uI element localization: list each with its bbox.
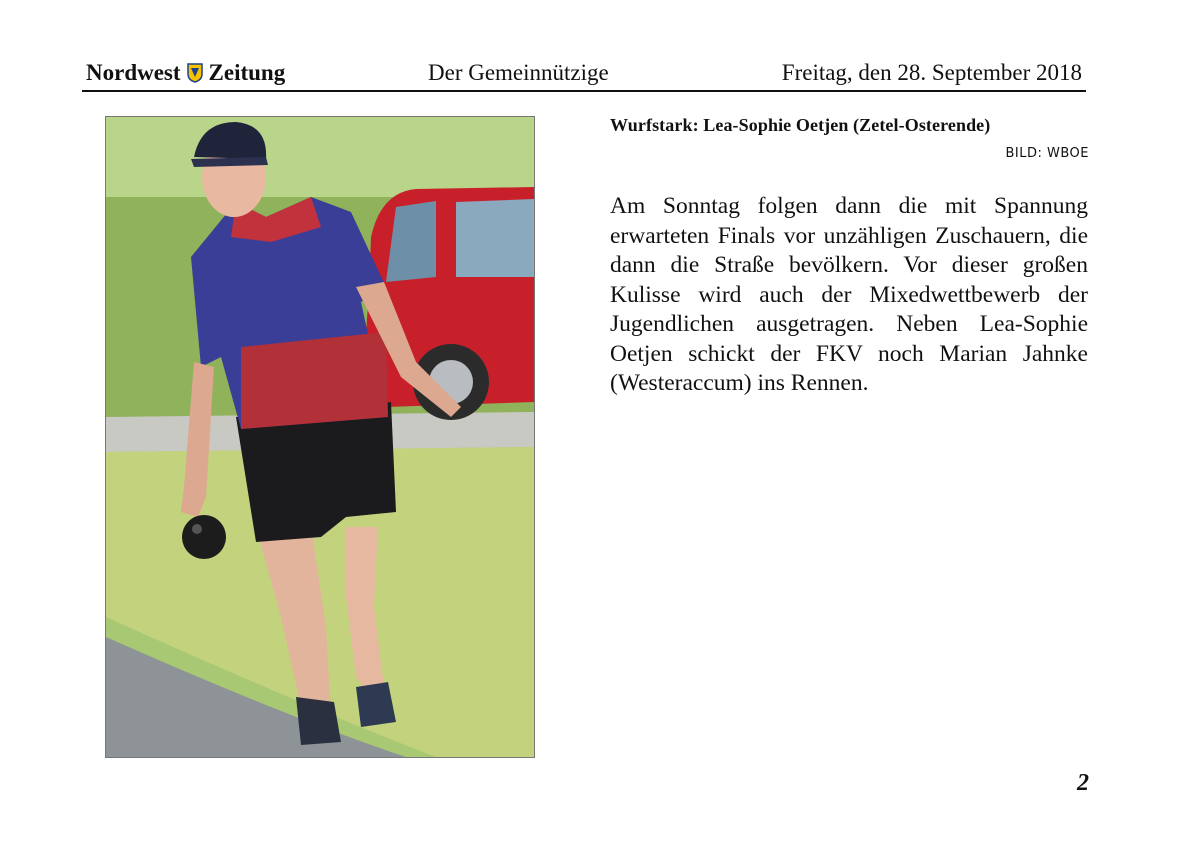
crest-icon xyxy=(187,63,203,83)
newspaper-name-part1: Nordwest xyxy=(86,60,181,85)
page-number: 2 xyxy=(1077,770,1089,796)
newspaper-name xyxy=(86,60,285,86)
section-name: Der Gemeinnützige xyxy=(428,60,609,85)
photo-credit: BILD: WBOE xyxy=(1005,146,1089,161)
bowler-photo xyxy=(105,116,535,758)
photo-caption: Wurfstark: Lea-Sophie Oetjen (Zetel-Osterende) xyxy=(610,115,991,135)
newspaper-name-part2: Zeitung xyxy=(208,60,286,85)
masthead xyxy=(82,56,1086,92)
article-body: Am Sonntag folgen dann die mit Spannung erwarteten Finals vor unzähligen Zuschauern, die dann die Straße bevölkern. Vor dieser großen Kulisse wird auch der Mixedwettbewerb der Jugendlichen ausgetragen. Neben Lea-Sophie Oetjen schickt der FKV noch Marian Jahnke (Westeraccum) ins Rennen. xyxy=(610,193,1088,396)
issue-date: Freitag, den 28. September 2018 xyxy=(781,60,1082,85)
